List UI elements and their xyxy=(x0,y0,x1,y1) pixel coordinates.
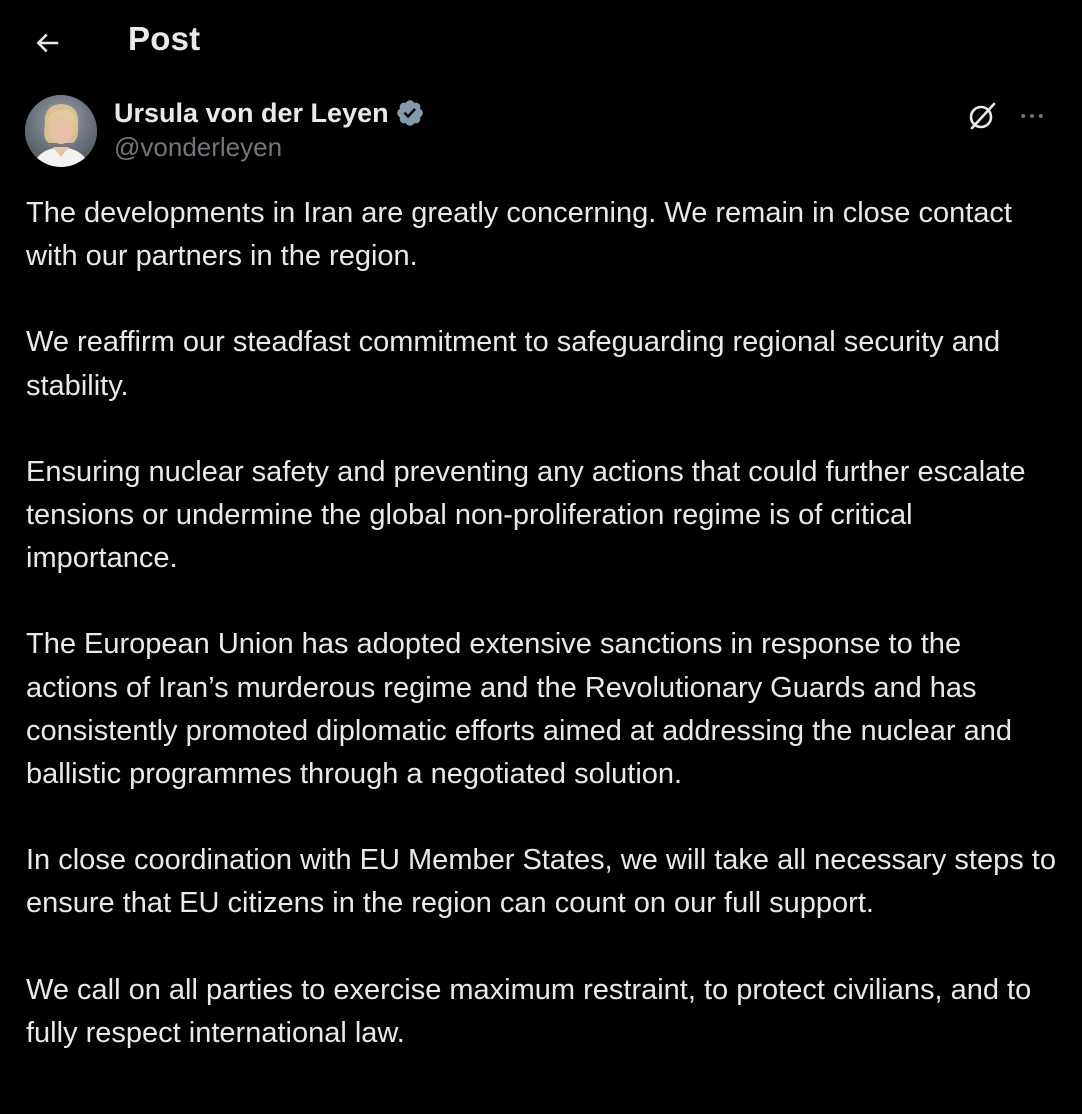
avatar-portrait xyxy=(25,95,97,167)
display-name[interactable]: Ursula von der Leyen xyxy=(114,97,389,128)
more-options-button[interactable] xyxy=(1012,96,1052,136)
post-text xyxy=(26,192,1056,1098)
back-button[interactable] xyxy=(26,22,68,64)
post-paragraph: The developments in Iran are greatly concerning. We remain in close contact with our partners in the region. xyxy=(26,197,1012,273)
page-title: Post xyxy=(128,20,201,57)
post-paragraph: Ensuring nuclear safety and preventing any actions that could further escalate tensions or undermine the global non-proliferation regime is of critical importance. xyxy=(26,455,1026,575)
grok-icon xyxy=(966,100,998,132)
top-bar xyxy=(0,0,1082,86)
arrow-left-icon xyxy=(32,28,62,58)
more-horizontal-icon xyxy=(1017,101,1047,131)
avatar[interactable] xyxy=(25,95,97,167)
post-author-row xyxy=(0,92,1082,172)
post-paragraph: We call on all parties to exercise maximum restraint, to protect civilians, and to fully respect international law. xyxy=(26,973,1032,1049)
verified-badge-icon[interactable] xyxy=(395,98,425,128)
grok-button[interactable] xyxy=(962,96,1002,136)
author-handle[interactable]: @vonderleyen xyxy=(114,132,283,162)
post-paragraph: The European Union has adopted extensive sanctions in response to the actions of Iran’s murderous regime and the Revolutionary Guards and has consistently promoted diplomatic efforts aimed at addressing the nuclear and ballistic programmes through a negotiated solution. xyxy=(26,628,1013,791)
author-names xyxy=(114,94,425,163)
display-name-row xyxy=(114,94,425,132)
post-paragraph: We reaffirm our steadfast commitment to safeguarding regional security and stability. xyxy=(26,326,1001,402)
post-paragraph: In close coordination with EU Member States, we will take all necessary steps to ensure that EU citizens in the region can count on our full support. xyxy=(26,844,1056,920)
